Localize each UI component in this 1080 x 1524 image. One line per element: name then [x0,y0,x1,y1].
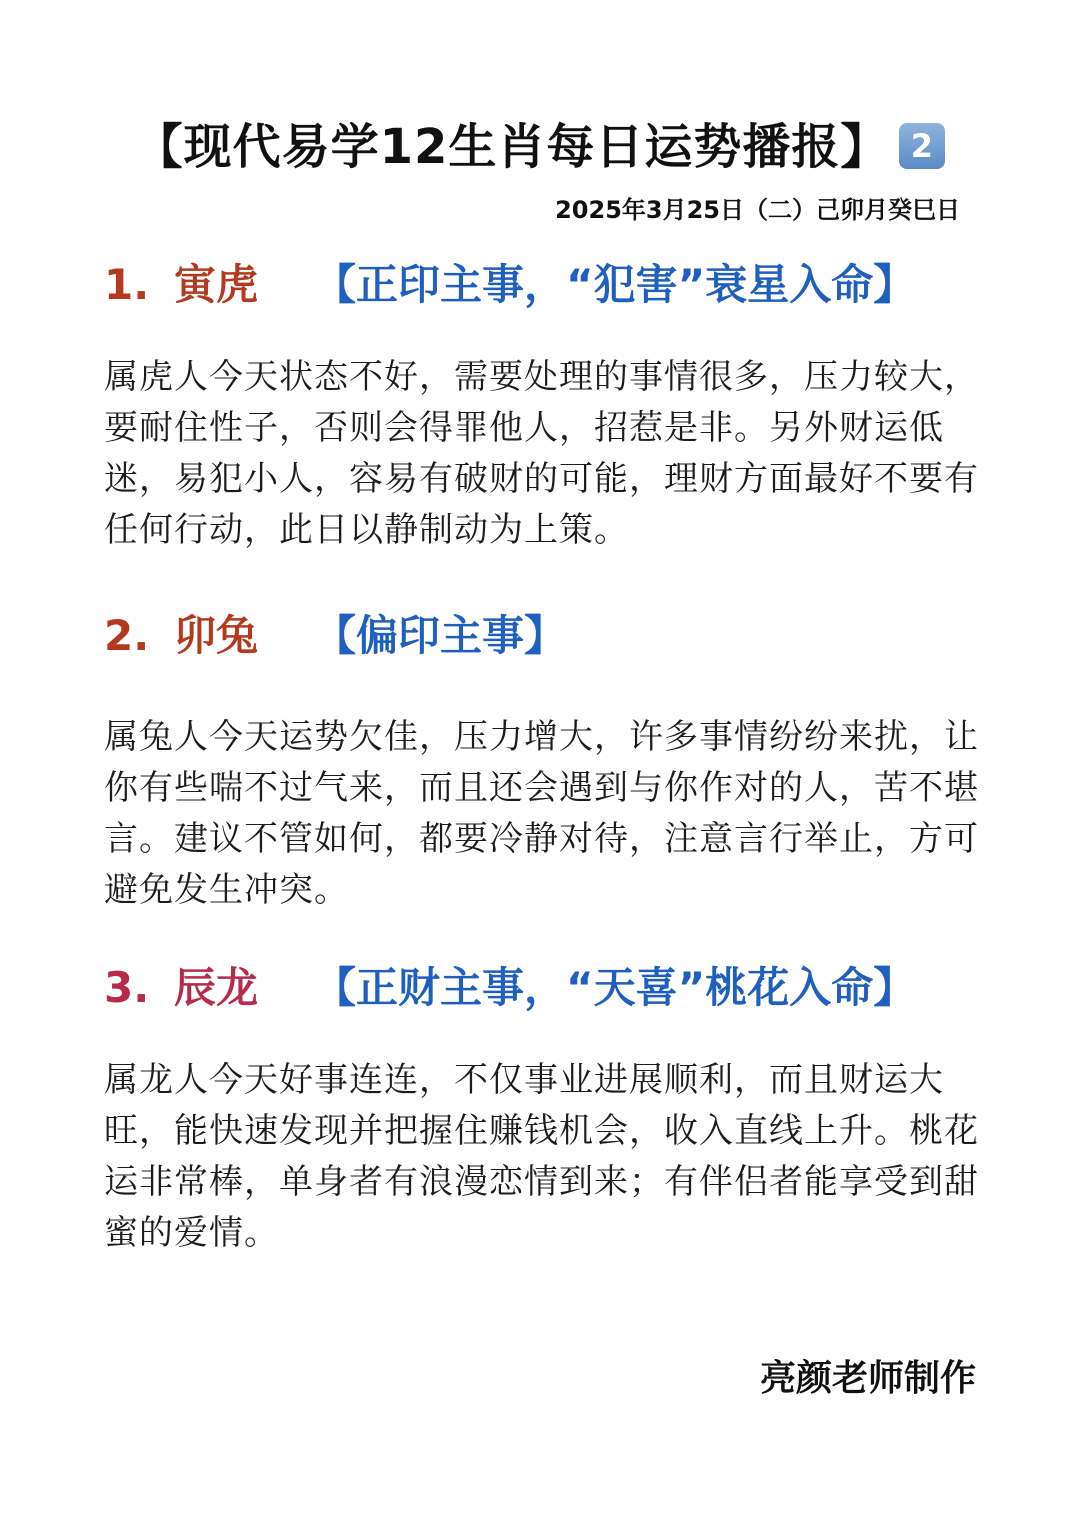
section-topic: 【正财主事，“天喜”桃花入命】 [314,963,916,1012]
section-number: 1. [104,260,150,309]
section-body-rabbit: 属兔人今天运势欠佳，压力增大，许多事情纷纷来扰，让你有些喘不过气来，而且还会遇到与你作对的人，苦不堪言。建议不管如何，都要冷静对待，注意言行举止，方可避免发生冲突。 [104,717,979,910]
section-body-dragon: 属龙人今天好事连连，不仅事业进展顺利，而且财运大旺，能快速发现并把握住赚钱机会，收入直线上升。桃花运非常棒，单身者有浪漫恋情到来；有伴侣者能享受到甜蜜的爱情。 [104,1060,979,1253]
zodiac-animal: 寅虎 [174,260,259,309]
section-number: 2. [104,611,150,660]
zodiac-animal: 卯兔 [174,611,259,660]
section-body-tiger: 属虎人今天状态不好，需要处理的事情很多，压力较大，要耐住性子，否则会得罪他人，招惹是非。另外财运低迷，易犯小人，容易有破财的可能，理财方面最好不要有任何行动，此日以静制动为上策。 [104,357,979,550]
page-title-text: 【现代易学12生肖每日运势播报】 [134,119,890,175]
section-topic: 【偏印主事】 [314,611,567,660]
date-line: 2025年3月25日（二）己卯月癸巳日 [555,196,960,224]
number-badge-icon: 2 [899,123,945,169]
section-number: 3. [104,963,150,1012]
section-topic: 【正印主事，“犯害”衰星入命】 [314,260,916,309]
author-credit: 亮颜老师制作 [759,1358,976,1399]
zodiac-animal: 辰龙 [174,963,259,1012]
section-heading-rabbit [104,603,1020,663]
section-heading-dragon [104,955,1020,1015]
section-heading-tiger [104,252,1020,312]
page-title [0,108,1080,177]
